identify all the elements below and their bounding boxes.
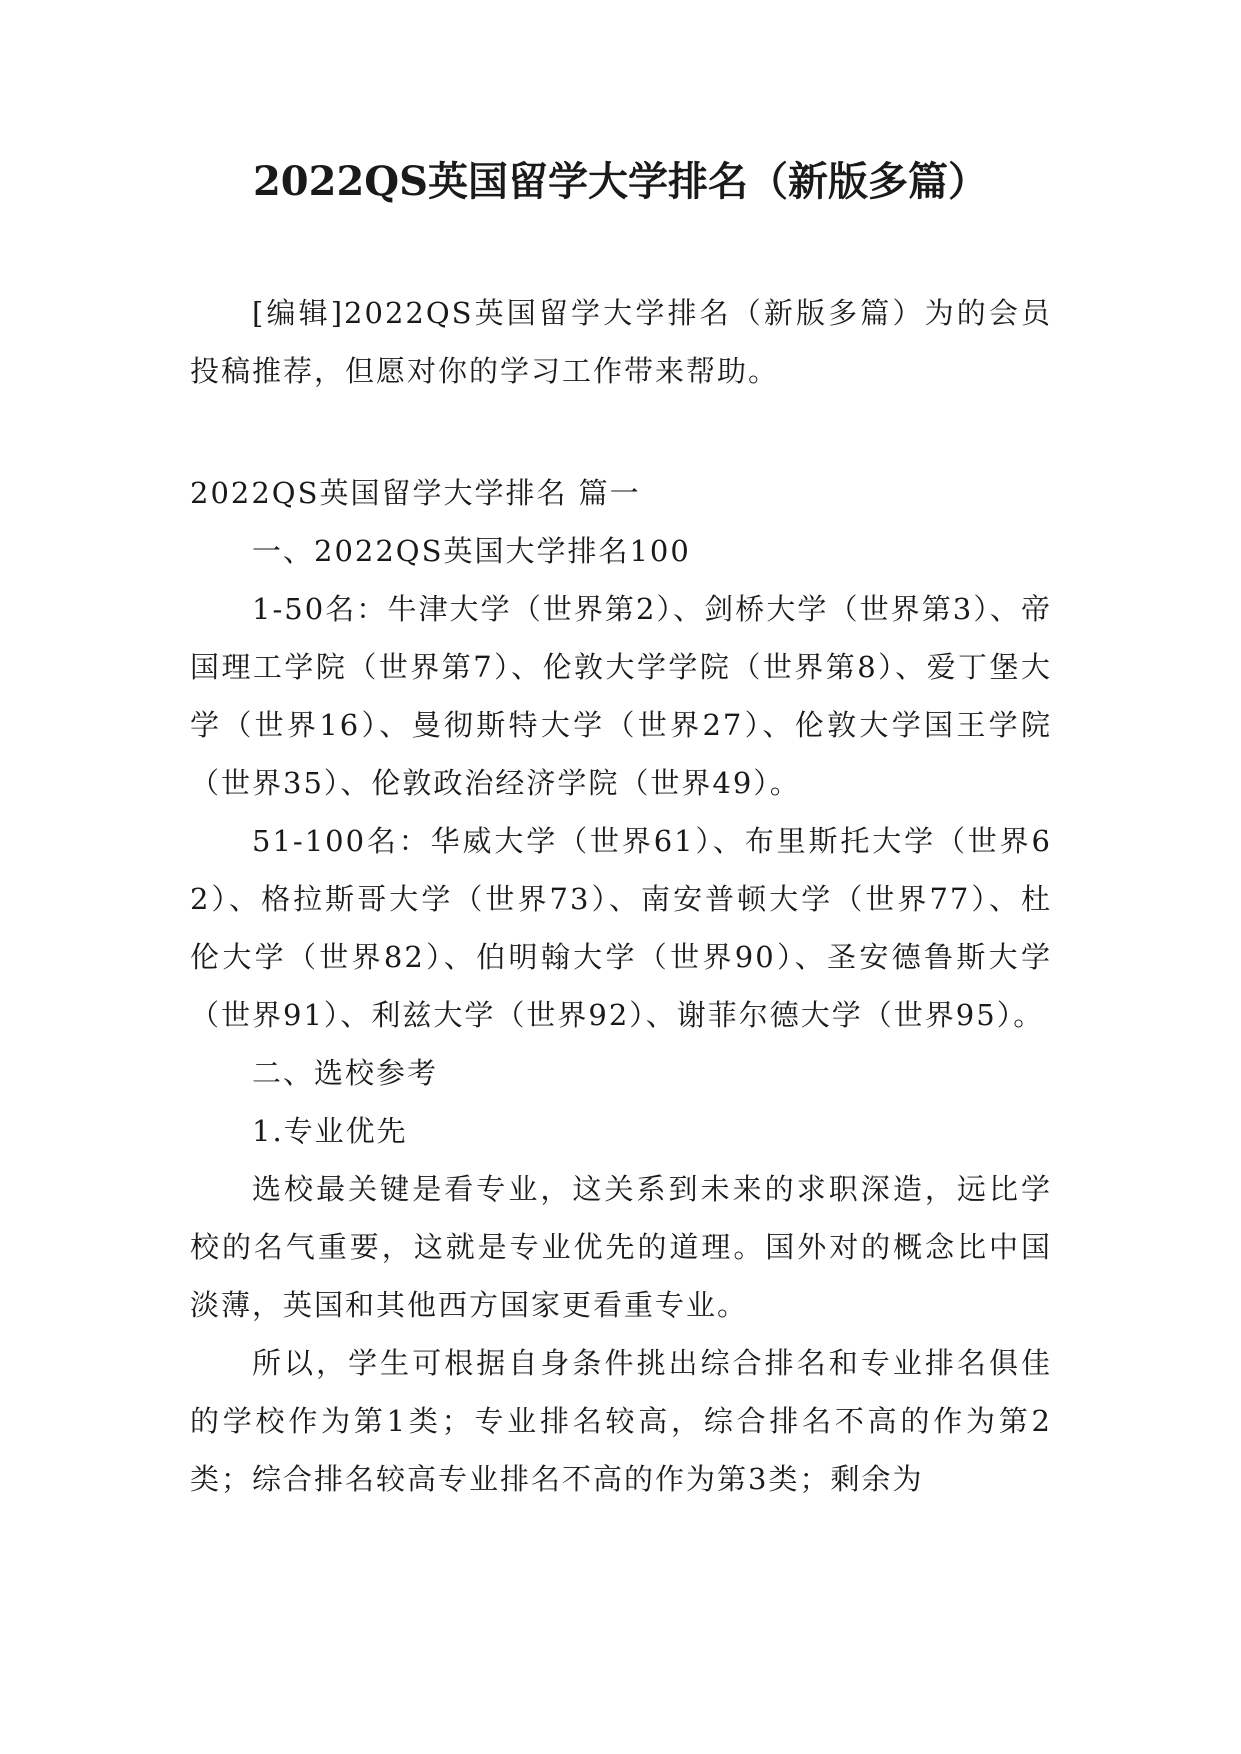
paragraph-school-selection-heading: 二、选校参考 <box>252 1056 439 1090</box>
paragraph-ranking-1-50: 1-50名：牛津大学（世界第2）、剑桥大学（世界第3）、帝国理工学院（世界第7）、伦敦大学学院（世界第8）、爱丁堡大学（世界16）、曼彻斯特大学（世界27）、伦敦大学国王学院（世界35）、伦敦政治经济学院（世界49）。 <box>190 592 1052 800</box>
paragraph-categories: 所以，学生可根据自身条件挑出综合排名和专业排名俱佳的学校作为第1类；专业排名较高，综合排名不高的作为第2类；综合排名较高专业排名不高的作为第3类；剩余为 <box>190 1346 1052 1496</box>
paragraph-ranking-51-100: 51-100名：华威大学（世界61）、布里斯托大学（世界62）、格拉斯哥大学（世界73）、南安普顿大学（世界77）、杜伦大学（世界82）、伯明翰大学（世界90）、圣安德鲁斯大学（世界91）、利兹大学（世界92）、谢菲尔德大学（世界95）。 <box>190 824 1052 1032</box>
paragraph-major-first-body: 选校最关键是看专业，这关系到未来的求职深造，远比学校的名气重要，这就是专业优先的道理。国外对的概念比中国淡薄，英国和其他西方国家更看重专业。 <box>190 1172 1052 1322</box>
spacer <box>190 400 1052 464</box>
intro-paragraph: [编辑]2022QS英国留学大学排名（新版多篇）为的会员投稿推荐，但愿对你的学习工作带来帮助。 <box>190 296 1052 388</box>
document-body <box>190 284 1052 1508</box>
section-heading: 2022QS英国留学大学排名 篇一 <box>190 476 641 510</box>
document-title: 2022QS英国留学大学排名（新版多篇） <box>252 158 989 205</box>
paragraph-major-first-heading: 1.专业优先 <box>252 1114 408 1148</box>
paragraph-ranking-heading: 一、2022QS英国大学排名100 <box>252 534 691 568</box>
